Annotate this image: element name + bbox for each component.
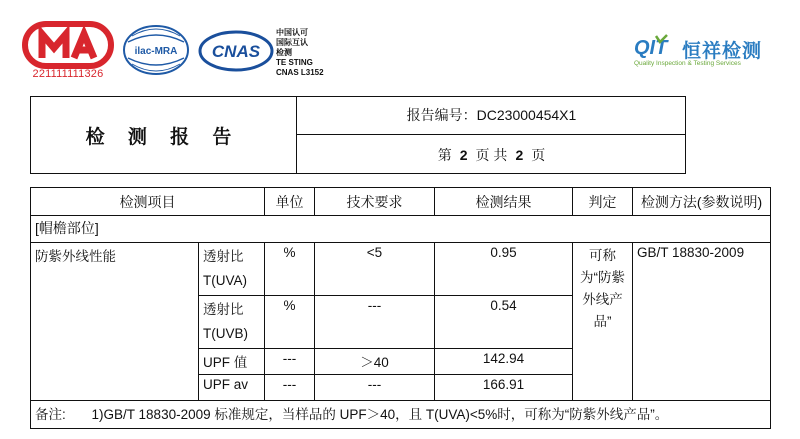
cnas-line: 检测 <box>276 48 292 57</box>
qit-mark: QIT <box>634 37 668 58</box>
page-prefix: 第 <box>437 146 452 163</box>
column-header: 检测项目 <box>31 188 265 216</box>
cnas-line: TE STING <box>276 58 313 67</box>
report-number: DC23000454X1 <box>476 107 577 123</box>
column-header: 单位 <box>265 188 315 216</box>
qit-tagline: Quality Inspection & Testing Services <box>634 60 741 67</box>
column-header: 判定 <box>573 188 633 216</box>
table-header-row <box>31 188 771 216</box>
sub-item: 透射比 T(UVA) <box>199 243 265 296</box>
report-number-label: 报告编号： <box>406 107 477 123</box>
page-total: 2 <box>515 146 524 163</box>
method-cell: GB/T 18830-2009 <box>633 243 771 401</box>
note-cell <box>31 401 771 429</box>
page-mid: 页 共 <box>475 146 508 163</box>
test-results-table <box>30 187 771 429</box>
sub-item: UPF av <box>199 375 265 401</box>
report-number-row <box>297 96 686 134</box>
column-header: 技术要求 <box>315 188 435 216</box>
requirement-cell: <5 <box>315 243 435 296</box>
qit-name: 恒祥检测 <box>682 41 763 62</box>
column-header: 检测方法(参数说明) <box>633 188 771 216</box>
sub-item: UPF 值 <box>199 349 265 375</box>
judgement-cell: 可称为“防紫外线产品” <box>573 243 633 401</box>
unit-cell: % <box>265 243 315 296</box>
report-title: 检 测 报 告 <box>30 96 297 174</box>
requirement-cell: ＞40 <box>315 349 435 375</box>
cma-number: 221111111326 <box>32 68 104 80</box>
qit-logo <box>634 34 680 58</box>
ilac-mra-logo <box>122 24 190 76</box>
requirement-cell: --- <box>315 375 435 401</box>
ilac-text: ilac-MRA <box>134 46 178 57</box>
unit-cell: --- <box>265 349 315 375</box>
result-cell: 142.94 <box>435 349 573 375</box>
section-label: [帽檐部位] <box>31 216 771 243</box>
page-suffix: 页 <box>531 146 546 163</box>
unit-cell: % <box>265 296 315 349</box>
cnas-line: 中国认可 <box>276 28 308 37</box>
table-row <box>31 243 771 296</box>
unit-cell: --- <box>265 375 315 401</box>
section-row <box>31 216 771 243</box>
note-label: 备注: <box>35 407 66 422</box>
page-indicator <box>297 135 686 174</box>
cnas-logo <box>198 30 274 72</box>
result-cell: 0.95 <box>435 243 573 296</box>
column-header: 检测结果 <box>435 188 573 216</box>
cnas-line: CNAS L3152 <box>276 68 324 77</box>
test-item: 防紫外线性能 <box>31 243 199 401</box>
requirement-cell: --- <box>315 296 435 349</box>
note-text: 1)GB/T 18830-2009 标准规定，当样品的 UPF＞40，且 T(UVA)<5%时，可称为“防紫外线产品”。 <box>91 407 669 422</box>
cnas-line: 国际互认 <box>276 38 308 47</box>
result-cell: 0.54 <box>435 296 573 349</box>
page-current: 2 <box>459 146 468 163</box>
cnas-text: CNAS <box>211 42 261 61</box>
cnas-caption <box>276 28 324 78</box>
sub-item: 透射比 T(UVB) <box>199 296 265 349</box>
note-row <box>31 401 771 429</box>
result-cell: 166.91 <box>435 375 573 401</box>
